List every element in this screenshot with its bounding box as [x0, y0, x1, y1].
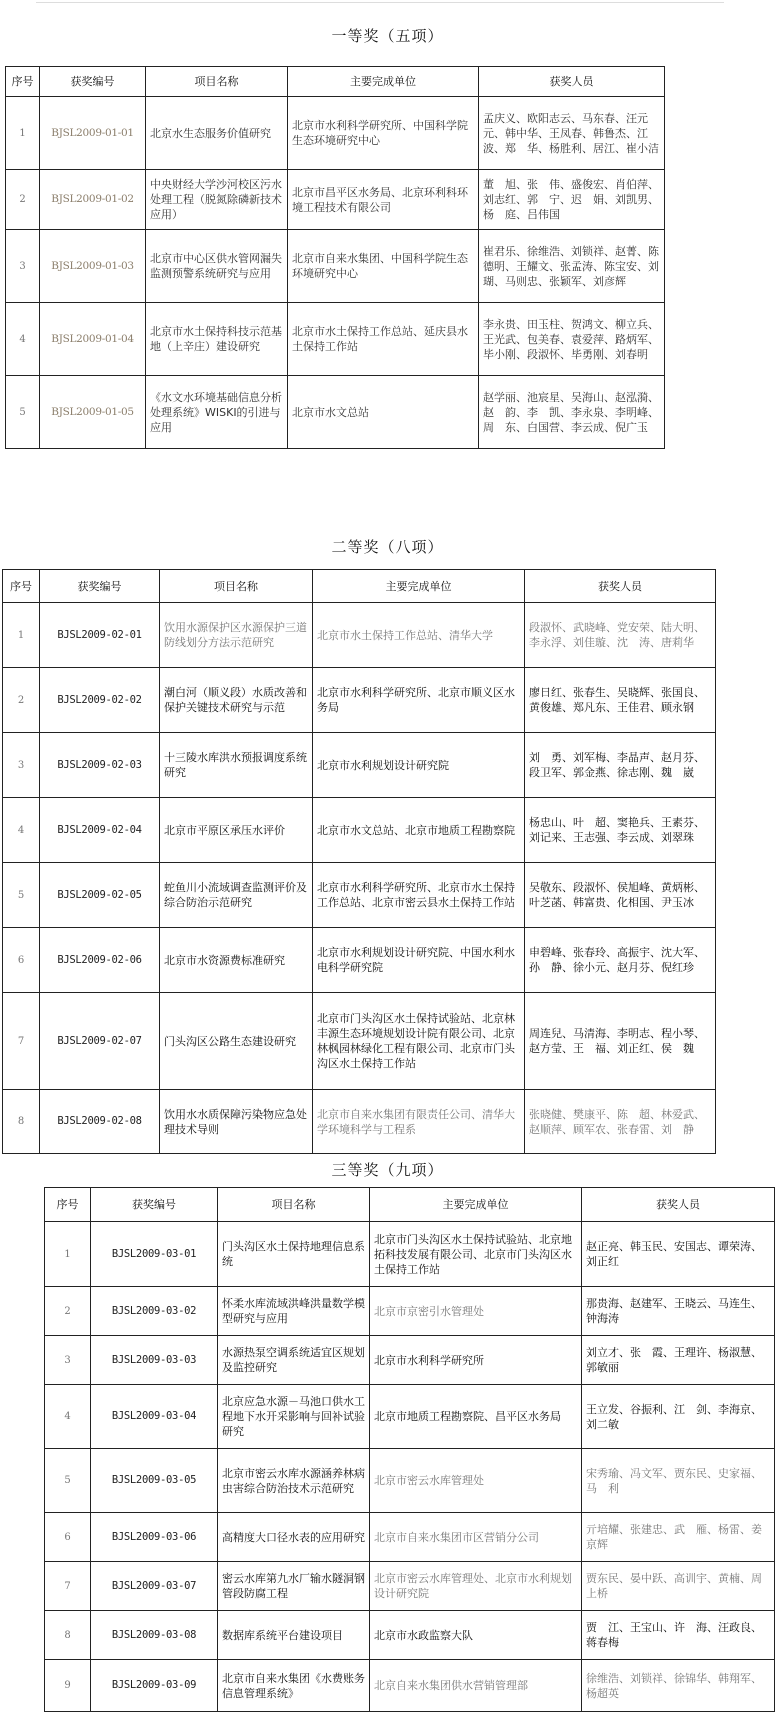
award-code: BJSL2009-01-03 — [40, 230, 146, 303]
award-code: BJSL2009-03-06 — [91, 1513, 218, 1562]
award-code: BJSL2009-02-03 — [40, 733, 160, 798]
winners: 贾东民、晏中跃、高训宇、黄楠、周上桥 — [582, 1562, 775, 1611]
row-index: 1 — [3, 603, 40, 668]
row-index: 1 — [45, 1222, 91, 1287]
table-header-row — [6, 67, 665, 97]
winners: 贾 江、王宝山、许 海、汪政良、蒋春梅 — [582, 1611, 775, 1660]
completing-unit: 北京市水利科学研究所、中国科学院生态环境研究中心 — [288, 97, 479, 170]
table-row — [45, 1449, 775, 1513]
winners: 宋秀瑜、冯文军、贾东民、史家福、马 利 — [582, 1449, 775, 1513]
row-index: 7 — [45, 1562, 91, 1611]
project-name: 蛇鱼川小流域调查监测评价及综合防治示范研究 — [160, 863, 313, 928]
col-header-winners: 获奖人员 — [582, 1188, 775, 1222]
row-index: 7 — [3, 993, 40, 1090]
completing-unit: 北京市密云水库管理处、北京市水利规划设计研究院 — [370, 1562, 582, 1611]
completing-unit: 北京市门头沟区水土保持试验站、北京林丰源生态环境规划设计院有限公司、北京林枫园林绿化工程有限公司、北京市门头沟区水土保持工作站 — [313, 993, 525, 1090]
col-header-unit: 主要完成单位 — [313, 570, 525, 603]
project-name: 高精度大口径水表的应用研究 — [218, 1513, 370, 1562]
project-name: 十三陵水库洪水预报调度系统研究 — [160, 733, 313, 798]
table-row — [6, 97, 665, 170]
col-header-project: 项目名称 — [146, 67, 288, 97]
award-code: BJSL2009-01-02 — [40, 170, 146, 230]
award-code: BJSL2009-02-02 — [40, 668, 160, 733]
project-name: 北京市水资源费标准研究 — [160, 928, 313, 993]
table-header-row — [3, 570, 716, 603]
project-name: 饮用水源保护区水源保护三道防线划分方法示范研究 — [160, 603, 313, 668]
table-row — [6, 376, 665, 449]
winners: 周连兒、马清海、李明志、程小琴、赵方莹、王 福、刘正红、侯 魏 — [525, 993, 716, 1090]
project-name: 密云水库第九水厂输水隧洞钢管段防腐工程 — [218, 1562, 370, 1611]
completing-unit: 北京市地质工程勘察院、昌平区水务局 — [370, 1385, 582, 1449]
table-row — [6, 230, 665, 303]
col-header-winners: 获奖人员 — [479, 67, 665, 97]
award-code: BJSL2009-01-01 — [40, 97, 146, 170]
winners: 李永贵、田玉柱、贺鸿文、柳立兵、王光武、包美春、袁爱萍、路炳军、毕小刚、段淑怀、毕勇刚、刘春明 — [479, 303, 665, 376]
row-index: 9 — [45, 1660, 91, 1712]
project-name: 门头沟区公路生态建设研究 — [160, 993, 313, 1090]
award-code: BJSL2009-03-08 — [91, 1611, 218, 1660]
col-header-index: 序号 — [6, 67, 40, 97]
row-index: 3 — [6, 230, 40, 303]
completing-unit: 北京市水土保持工作总站、清华大学 — [313, 603, 525, 668]
completing-unit: 北京市自来水集团、中国科学院生态环境研究中心 — [288, 230, 479, 303]
col-header-code: 获奖编号 — [40, 67, 146, 97]
row-index: 4 — [3, 798, 40, 863]
table-row — [45, 1513, 775, 1562]
table-row — [3, 733, 716, 798]
section-title-first-prize: 一等奖（五项） — [331, 27, 444, 45]
row-index: 2 — [3, 668, 40, 733]
table-row — [3, 863, 716, 928]
award-code: BJSL2009-02-06 — [40, 928, 160, 993]
project-name: 北京市密云水库水源涵养林病虫害综合防治技术示范研究 — [218, 1449, 370, 1513]
winners: 赵学丽、池宸星、吴海山、赵泓漪、赵 韵、李 凯、李永泉、李明峰、周 东、白国营、李云成、倪广玉 — [479, 376, 665, 449]
completing-unit: 北京市水利规划设计研究院、中国水利水电科学研究院 — [313, 928, 525, 993]
row-index: 3 — [3, 733, 40, 798]
project-name: 潮白河（顺义段）水质改善和保护关键技术研究与示范 — [160, 668, 313, 733]
winners: 董 旭、张 伟、盛俊宏、肖伯萍、刘志红、郭 宁、迟 娟、刘凯男、杨 庭、吕伟国 — [479, 170, 665, 230]
completing-unit: 北京市京密引水管理处 — [370, 1287, 582, 1336]
table-row — [3, 993, 716, 1090]
award-code: BJSL2009-02-05 — [40, 863, 160, 928]
project-name: 北京应急水源－马池口供水工程地下水开采影响与回补试验研究 — [218, 1385, 370, 1449]
col-header-code: 获奖编号 — [40, 570, 160, 603]
section-title-third-prize: 三等奖（九项） — [331, 1161, 444, 1179]
completing-unit: 北京市门头沟区水土保持试验站、北京地拓科技发展有限公司、北京市门头沟区水土保持工作站 — [370, 1222, 582, 1287]
top-divider — [36, 2, 724, 3]
row-index: 5 — [45, 1449, 91, 1513]
completing-unit: 北京自来水集团供水营销管理部 — [370, 1660, 582, 1712]
row-index: 2 — [6, 170, 40, 230]
winners: 崔君乐、徐维浩、刘锁祥、赵菁、陈德明、王耀文、张孟涛、陈宝安、刘 瑚、马则忠、张颖军、刘彦辉 — [479, 230, 665, 303]
award-code: BJSL2009-03-05 — [91, 1449, 218, 1513]
winners: 段淑怀、武晓峰、党安荣、陆大明、李永浮、刘佳璇、沈 涛、唐莉华 — [525, 603, 716, 668]
completing-unit: 北京市水文总站、北京市地质工程勘察院 — [313, 798, 525, 863]
row-index: 3 — [45, 1336, 91, 1385]
project-name: 北京市水土保持科技示范基地（上辛庄）建设研究 — [146, 303, 288, 376]
winners: 张晓健、樊康平、陈 超、林爱武、赵顺萍、顾军农、张春雷、刘 静 — [525, 1090, 716, 1154]
award-code: BJSL2009-03-01 — [91, 1222, 218, 1287]
completing-unit: 北京市密云水库管理处 — [370, 1449, 582, 1513]
row-index: 5 — [3, 863, 40, 928]
project-name: 怀柔水库流域洪峰洪量数学模型研究与应用 — [218, 1287, 370, 1336]
winners: 孟庆义、欧阳志云、马东春、汪元元、韩中华、王凤春、韩鲁杰、江 波、郑 华、杨胜利、居江、崔小洁 — [479, 97, 665, 170]
award-code: BJSL2009-01-04 — [40, 303, 146, 376]
row-index: 1 — [6, 97, 40, 170]
winners: 赵正亮、韩玉民、安国志、谭荣涛、刘正红 — [582, 1222, 775, 1287]
first-prize-table — [5, 66, 670, 449]
table-row — [3, 1090, 716, 1154]
completing-unit: 北京市水土保持工作总站、延庆县水土保持工作站 — [288, 303, 479, 376]
table-row — [45, 1562, 775, 1611]
table-row — [3, 603, 716, 668]
project-name: 数据库系统平台建设项目 — [218, 1611, 370, 1660]
award-code: BJSL2009-02-07 — [40, 993, 160, 1090]
project-name: 北京市平原区承压水评价 — [160, 798, 313, 863]
row-index: 4 — [6, 303, 40, 376]
section-title-second-prize: 二等奖（八项） — [331, 538, 444, 556]
col-header-index: 序号 — [45, 1188, 91, 1222]
second-prize-table — [2, 569, 716, 1154]
award-code: BJSL2009-03-09 — [91, 1660, 218, 1712]
table-row — [45, 1222, 775, 1287]
winners: 廖日红、张春生、吴晓辉、张国良、黄俊雄、郑凡东、王佳君、顾永钢 — [525, 668, 716, 733]
award-code: BJSL2009-02-04 — [40, 798, 160, 863]
award-code: BJSL2009-03-02 — [91, 1287, 218, 1336]
award-code: BJSL2009-02-08 — [40, 1090, 160, 1154]
award-code: BJSL2009-02-01 — [40, 603, 160, 668]
table-row — [45, 1660, 775, 1712]
completing-unit: 北京市水政监察大队 — [370, 1611, 582, 1660]
award-code: BJSL2009-03-07 — [91, 1562, 218, 1611]
row-index: 4 — [45, 1385, 91, 1449]
project-name: 《水文水环境基础信息分析处理系统》WISKI的引进与应用 — [146, 376, 288, 449]
table-row — [45, 1385, 775, 1449]
project-name: 中央财经大学沙河校区污水处理工程（脱氮除磷新技术应用） — [146, 170, 288, 230]
table-row — [45, 1287, 775, 1336]
project-name: 饮用水水质保障污染物应急处理技术导则 — [160, 1090, 313, 1154]
col-header-project: 项目名称 — [218, 1188, 370, 1222]
winners: 刘 勇、刘军梅、李晶声、赵月芬、段卫军、郭金燕、徐志刚、魏 崴 — [525, 733, 716, 798]
row-index: 8 — [45, 1611, 91, 1660]
winners: 那贵海、赵建军、王晓云、马连生、钟海涛 — [582, 1287, 775, 1336]
award-code: BJSL2009-01-05 — [40, 376, 146, 449]
project-name: 门头沟区水土保持地理信息系统 — [218, 1222, 370, 1287]
award-code: BJSL2009-03-04 — [91, 1385, 218, 1449]
winners: 王立发、谷振利、江 剑、李海京、刘二敏 — [582, 1385, 775, 1449]
table-row — [3, 798, 716, 863]
row-index: 6 — [45, 1513, 91, 1562]
row-index: 8 — [3, 1090, 40, 1154]
project-name: 水源热泵空调系统适宜区规划及监控研究 — [218, 1336, 370, 1385]
col-header-code: 获奖编号 — [91, 1188, 218, 1222]
row-index: 5 — [6, 376, 40, 449]
completing-unit: 北京市水利科学研究所 — [370, 1336, 582, 1385]
completing-unit: 北京市自来水集团有限责任公司、清华大学环境科学与工程系 — [313, 1090, 525, 1154]
winners: 亓培耀、张建忠、武 雁、杨雷、姜京辉 — [582, 1513, 775, 1562]
col-header-index: 序号 — [3, 570, 40, 603]
table-row — [6, 303, 665, 376]
winners: 刘立才、张 霞、王理许、杨淑慧、郭敏丽 — [582, 1336, 775, 1385]
table-row — [3, 668, 716, 733]
completing-unit: 北京市水利科学研究所、北京市水土保持工作总站、北京市密云县水土保持工作站 — [313, 863, 525, 928]
completing-unit: 北京市水利规划设计研究院 — [313, 733, 525, 798]
table-row — [45, 1336, 775, 1385]
table-header-row — [45, 1188, 775, 1222]
row-index: 6 — [3, 928, 40, 993]
winners: 徐维浩、刘锁祥、徐锦华、韩翔军、杨超英 — [582, 1660, 775, 1712]
table-row — [6, 170, 665, 230]
project-name: 北京水生态服务价值研究 — [146, 97, 288, 170]
table-row — [45, 1611, 775, 1660]
winners: 申碧峰、张春玲、高振宇、沈大军、孙 静、徐小元、赵月芬、倪红珍 — [525, 928, 716, 993]
col-header-unit: 主要完成单位 — [370, 1188, 582, 1222]
completing-unit: 北京市昌平区水务局、北京环利科环境工程技术有限公司 — [288, 170, 479, 230]
table-row — [3, 928, 716, 993]
col-header-project: 项目名称 — [160, 570, 313, 603]
third-prize-table — [44, 1187, 775, 1712]
completing-unit: 北京市水文总站 — [288, 376, 479, 449]
project-name: 北京市自来水集团《水费账务信息管理系统》 — [218, 1660, 370, 1712]
row-index: 2 — [45, 1287, 91, 1336]
col-header-unit: 主要完成单位 — [288, 67, 479, 97]
winners: 杨忠山、叶 超、窦艳兵、王素芬、刘记来、王志强、李云成、刘翠珠 — [525, 798, 716, 863]
col-header-winners: 获奖人员 — [525, 570, 716, 603]
completing-unit: 北京市水利科学研究所、北京市顺义区水务局 — [313, 668, 525, 733]
completing-unit: 北京市自来水集团市区营销分公司 — [370, 1513, 582, 1562]
project-name: 北京市中心区供水管网漏失监测预警系统研究与应用 — [146, 230, 288, 303]
award-code: BJSL2009-03-03 — [91, 1336, 218, 1385]
winners: 吴敬东、段淑怀、侯旭峰、黄炳彬、叶芝菡、韩富贵、化相国、尹玉冰 — [525, 863, 716, 928]
